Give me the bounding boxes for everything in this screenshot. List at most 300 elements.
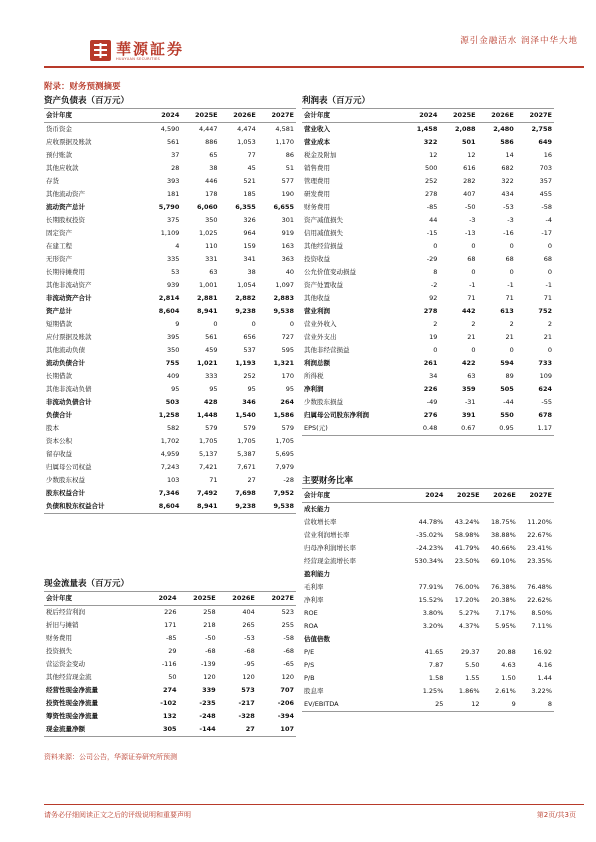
header-year: 2025E (179, 592, 218, 606)
row-value: 5,790 (158, 203, 180, 211)
row-value: 0 (251, 320, 256, 328)
row-value: 261 (423, 359, 438, 367)
row-value: 505 (500, 385, 514, 393)
row-value: 649 (538, 138, 552, 146)
row-value: 2,088 (455, 125, 476, 133)
row-value: 16.92 (533, 648, 552, 656)
row-value: 7,243 (160, 463, 180, 471)
row-value (404, 568, 445, 581)
row-value: -4 (545, 216, 552, 224)
row-value (518, 503, 554, 517)
row-value: 331 (205, 255, 218, 263)
row-value: 50 (168, 673, 177, 681)
row-value: 71 (505, 294, 514, 302)
row-value: 22.67% (527, 531, 552, 539)
table-row (44, 175, 296, 188)
row-value: 274 (163, 686, 177, 694)
row-value: 38 (209, 164, 218, 172)
table-row (302, 123, 554, 137)
table-row (44, 487, 296, 500)
row-label: 其他经营损益 (304, 242, 343, 250)
row-value: 523 (281, 608, 294, 616)
row-label: 营业利润 (304, 307, 330, 315)
row-value: 7,979 (275, 463, 294, 471)
row-value: 501 (461, 138, 476, 146)
row-value: -44 (503, 398, 514, 406)
row-label: 现金流量净额 (44, 723, 146, 737)
row-label: 营收增长率 (304, 518, 337, 526)
row-value: 23.35% (527, 557, 552, 565)
row-value: 40 (285, 268, 294, 276)
row-label: 毛利率 (304, 583, 324, 591)
row-value: -50 (205, 634, 216, 642)
row-value: 8 (433, 268, 438, 276)
row-value: -3 (507, 216, 514, 224)
row-value: 0 (471, 346, 476, 354)
row-value: 1,705 (198, 437, 218, 445)
row-value: 9,238 (235, 307, 256, 315)
row-value: 44 (429, 216, 438, 224)
row-value: 322 (501, 177, 514, 185)
row-label: 税金及附加 (304, 151, 337, 159)
row-value: -102 (160, 699, 177, 707)
row-value: 258 (203, 608, 216, 616)
row-value: 442 (461, 307, 476, 315)
row-value: -29 (426, 255, 438, 263)
row-label: 盈利能力 (304, 570, 330, 578)
row-value: -235 (199, 699, 216, 707)
row-value: 15.52% (418, 596, 444, 604)
table-row (302, 253, 554, 266)
row-value: -24.23% (416, 544, 444, 552)
row-label: 流动资产总计 (46, 203, 85, 211)
row-value (482, 633, 518, 646)
row-value: 77.91% (418, 583, 444, 591)
row-label: 投资性现金净流量 (46, 699, 98, 707)
table-header-row (302, 109, 554, 123)
row-value: 0 (509, 242, 514, 250)
row-label: P/E (304, 648, 315, 656)
row-value: 2,883 (273, 294, 294, 302)
table-row (302, 292, 554, 305)
row-value: 326 (243, 216, 256, 224)
row-value: 120 (203, 673, 216, 681)
row-value: 7,421 (198, 463, 218, 471)
row-value: 5,387 (237, 450, 256, 458)
table-row (302, 516, 554, 529)
row-label: 投资损失 (46, 647, 72, 655)
row-label: 长期借款 (46, 372, 72, 380)
row-value: 0 (547, 242, 552, 250)
header-label: 会计年度 (302, 109, 404, 123)
row-value: 6,355 (235, 203, 256, 211)
row-value: 0 (289, 320, 294, 328)
row-value: 346 (242, 398, 256, 406)
row-label: 其他经营现金流 (46, 673, 92, 681)
row-label: 少数股东损益 (304, 398, 343, 406)
table-header-row (302, 489, 554, 503)
table-row (302, 607, 554, 620)
row-label: ROE (304, 609, 318, 617)
row-value: -58 (541, 203, 552, 211)
row-value: 107 (257, 723, 296, 737)
row-label: 其他收益 (304, 294, 330, 302)
row-label: 负债合计 (46, 411, 72, 419)
row-label: 留存收益 (46, 450, 72, 458)
row-label: 其他非流动资产 (46, 281, 92, 289)
row-value: 9,538 (273, 307, 294, 315)
row-value: 71 (467, 294, 476, 302)
row-label: 营业外支出 (304, 333, 337, 341)
table-row (302, 266, 554, 279)
row-value: 1,705 (237, 437, 256, 445)
row-value: 21 (543, 333, 552, 341)
row-value: 41.79% (454, 544, 480, 552)
row-label: 股本 (46, 424, 59, 432)
row-value: 0 (509, 268, 514, 276)
row-value: 53 (171, 268, 180, 276)
row-value: 16 (543, 151, 552, 159)
row-value: 77 (247, 151, 256, 159)
table-row (302, 344, 554, 357)
row-value: 395 (166, 333, 180, 341)
row-value: -2 (430, 281, 438, 289)
row-value: 95 (209, 385, 218, 393)
row-value: 255 (281, 621, 294, 629)
header-year: 2024 (146, 109, 181, 123)
row-value: 0.67 (439, 422, 477, 436)
row-value: 573 (241, 686, 255, 694)
row-value: 23.50% (454, 557, 480, 565)
row-value: 5,695 (275, 450, 294, 458)
table-row (44, 370, 296, 383)
table-row (302, 383, 554, 396)
row-value: 1.44 (537, 674, 552, 682)
row-value: 357 (539, 177, 552, 185)
row-value: 7.11% (531, 622, 552, 630)
row-value: 682 (501, 164, 514, 172)
row-value: 624 (538, 385, 552, 393)
table-row (44, 279, 296, 292)
table-row (44, 632, 296, 645)
row-value: 1,702 (160, 437, 180, 445)
table-row (44, 710, 296, 723)
row-value (518, 568, 554, 581)
row-value: 359 (461, 385, 476, 393)
table-header-row (44, 592, 296, 606)
row-value: -68 (283, 647, 294, 655)
row-value: -1 (507, 281, 514, 289)
row-value: 455 (539, 190, 552, 198)
row-value: 4.16 (537, 661, 552, 669)
row-value (404, 633, 445, 646)
row-label: 净利润 (304, 385, 324, 393)
row-value: 110 (205, 242, 218, 250)
row-value: 703 (539, 164, 552, 172)
cashflow-title: 现金流量表（百万元） (44, 579, 130, 589)
table-row (302, 149, 554, 162)
row-value: 0 (213, 320, 218, 328)
table-row (44, 331, 296, 344)
row-value: -55 (541, 398, 552, 406)
row-label: ROA (304, 622, 318, 630)
table-row (44, 474, 296, 487)
row-value: 1,540 (235, 411, 256, 419)
row-value: 5.27% (458, 609, 480, 617)
row-value: 1.58 (428, 674, 444, 682)
row-value: 63 (209, 268, 218, 276)
row-label: EV/EBITDA (302, 698, 404, 712)
row-value: 9 (175, 320, 180, 328)
row-value: 63 (467, 372, 476, 380)
header-divider (44, 66, 584, 68)
row-value: 4,447 (198, 125, 218, 133)
row-value: 459 (205, 346, 218, 354)
row-label: 营业利润增长率 (304, 531, 350, 539)
row-value: 37 (171, 151, 180, 159)
table-row (302, 175, 554, 188)
table-row (44, 461, 296, 474)
table-header-row (44, 109, 296, 123)
row-value: 132 (163, 712, 177, 720)
row-value (482, 568, 518, 581)
row-value: 252 (243, 372, 256, 380)
row-value: 76.00% (454, 583, 480, 591)
row-value: 0.48 (404, 422, 439, 436)
row-label: 资产减值损失 (304, 216, 343, 224)
row-value: 1,025 (198, 229, 218, 237)
row-value: 23.41% (527, 544, 552, 552)
row-value: -68 (205, 647, 216, 655)
row-value: -49 (426, 398, 438, 406)
row-label: 货币资金 (46, 125, 72, 133)
row-label: 折旧与摊销 (46, 621, 79, 629)
row-value: 181 (166, 190, 180, 198)
row-value: 350 (205, 216, 218, 224)
table-row (302, 318, 554, 331)
header-year: 2026E (478, 109, 516, 123)
row-label: 税后经营利润 (46, 608, 85, 616)
row-value: 185 (243, 190, 256, 198)
row-label: 在建工程 (46, 242, 72, 250)
table-row (44, 697, 296, 710)
row-value: 1,321 (273, 359, 294, 367)
table-row (44, 435, 296, 448)
row-label: 无形资产 (46, 255, 72, 263)
row-label: 营运资金变动 (46, 660, 85, 668)
table-row (302, 672, 554, 685)
row-value: 21 (467, 333, 476, 341)
row-label: 所得税 (304, 372, 324, 380)
row-value: 170 (281, 372, 294, 380)
row-label: 少数股东权益 (46, 476, 85, 484)
row-value: 28 (171, 164, 180, 172)
row-value: 0 (509, 346, 514, 354)
row-value: 1,705 (275, 437, 294, 445)
row-value: 20.88 (497, 648, 516, 656)
row-value: -13 (464, 229, 476, 237)
row-value: 301 (281, 216, 294, 224)
row-value: 0 (547, 268, 552, 276)
row-label: 股东权益合计 (46, 489, 85, 497)
table-row (44, 684, 296, 697)
header-year: 2025E (181, 109, 219, 123)
table-row (302, 529, 554, 542)
row-label: 财务费用 (46, 634, 72, 642)
ratios-table (302, 488, 554, 712)
row-value: 40.66% (490, 544, 516, 552)
row-value: 4,959 (160, 450, 180, 458)
row-value: 3.22% (531, 687, 552, 695)
cashflow-table (44, 591, 296, 737)
row-value: 500 (424, 164, 438, 172)
row-value: 278 (423, 307, 438, 315)
row-value: 2 (509, 320, 514, 328)
row-value: 6,060 (197, 203, 218, 211)
row-value: 2,758 (531, 125, 552, 133)
row-label: 估值倍数 (304, 635, 330, 643)
row-value: 422 (461, 359, 476, 367)
table-row (44, 136, 296, 149)
row-value: 58.98% (454, 531, 480, 539)
row-value: -1 (545, 281, 552, 289)
row-value: 1.50 (501, 674, 516, 682)
row-value: 561 (166, 138, 180, 146)
row-value: 8,604 (146, 500, 181, 514)
row-value: -15 (426, 229, 438, 237)
row-value: -328 (238, 712, 255, 720)
row-value: 9,238 (220, 500, 258, 514)
table-row (44, 227, 296, 240)
row-value: 278 (424, 190, 438, 198)
row-value: 264 (280, 398, 294, 406)
row-value: 375 (166, 216, 180, 224)
row-value: 76.48% (527, 583, 552, 591)
row-value: 707 (280, 686, 294, 694)
row-label: 管理费用 (304, 177, 330, 185)
income-statement-table (302, 108, 554, 436)
row-value: 579 (243, 424, 256, 432)
row-value: 733 (538, 359, 552, 367)
table-row (302, 659, 554, 672)
row-value: 4.63 (501, 661, 516, 669)
row-value: 391 (461, 411, 476, 419)
row-value: 265 (242, 621, 255, 629)
row-value: 7.87 (428, 661, 444, 669)
row-value: 7,698 (235, 489, 256, 497)
row-value: 335 (166, 255, 180, 263)
row-value: 38 (247, 268, 256, 276)
row-label: 负债和股东权益合计 (44, 500, 146, 514)
row-value: 20.38% (490, 596, 516, 604)
row-value: -217 (238, 699, 255, 707)
row-value: 521 (243, 177, 256, 185)
row-value: 276 (423, 411, 438, 419)
row-value: -394 (277, 712, 294, 720)
header-year: 2027E (258, 109, 296, 123)
table-row (302, 568, 554, 581)
row-value: 21 (505, 333, 514, 341)
row-value: 1,586 (273, 411, 294, 419)
balance-sheet-table (44, 108, 296, 514)
row-value: 1,021 (197, 359, 218, 367)
row-value: 109 (539, 372, 552, 380)
row-label: 净利率 (304, 596, 324, 604)
page-number: 第2页/共3页 (536, 811, 576, 819)
table-row (302, 555, 554, 568)
row-label: 非流动负债合计 (46, 398, 92, 406)
row-value: 68 (467, 255, 476, 263)
row-value: 252 (424, 177, 438, 185)
table-row (302, 396, 554, 409)
row-label: 筹资性现金净流量 (46, 712, 98, 720)
appendix-title: 附录：财务预测摘要 (44, 82, 121, 92)
row-value: 363 (281, 255, 294, 263)
row-value: 120 (281, 673, 294, 681)
row-value: 2.61% (495, 687, 516, 695)
row-value: 68 (505, 255, 514, 263)
row-value: 582 (166, 424, 180, 432)
table-row (44, 266, 296, 279)
row-value: -85 (165, 634, 177, 642)
row-value: 613 (500, 307, 514, 315)
row-value: 1,458 (416, 125, 438, 133)
row-value: 0 (547, 346, 552, 354)
row-value: 577 (281, 177, 294, 185)
row-value: 1,054 (237, 281, 256, 289)
row-value: 226 (423, 385, 438, 393)
row-value: 1,109 (160, 229, 180, 237)
row-value: 530.34% (414, 557, 444, 565)
row-value: 95 (171, 385, 180, 393)
row-label: 应收票据及账款 (46, 138, 92, 146)
row-value: -58 (283, 634, 294, 642)
row-value (445, 503, 481, 517)
table-row (302, 633, 554, 646)
row-value: 1.55 (465, 674, 480, 682)
row-label: 营业外收入 (304, 320, 337, 328)
row-label: 营业成本 (304, 138, 330, 146)
header-year: 2026E (482, 489, 518, 503)
row-value: 218 (203, 621, 216, 629)
table-row (44, 318, 296, 331)
row-value: 8,941 (197, 307, 218, 315)
row-value: -1 (469, 281, 476, 289)
row-value: 678 (538, 411, 552, 419)
table-row (302, 698, 554, 712)
table-row (302, 422, 554, 436)
row-value: 8.50% (531, 609, 552, 617)
row-value: 9 (482, 698, 518, 712)
row-value: 0 (471, 268, 476, 276)
header-year: 2025E (439, 109, 477, 123)
table-row (302, 409, 554, 422)
source-note: 资料来源：公司公告，华源证券研究所预测 (44, 753, 177, 761)
row-value: 2 (433, 320, 438, 328)
header-tagline: 源引金融活水 润泽中华大地 (460, 36, 578, 46)
row-value: 18.75% (490, 518, 516, 526)
row-value: 550 (500, 411, 514, 419)
row-label: 其他非流动负债 (46, 385, 92, 393)
table-row (302, 214, 554, 227)
income-statement-title: 利润表（百万元） (302, 96, 371, 106)
row-value: -248 (199, 712, 216, 720)
row-value: 6,655 (273, 203, 294, 211)
row-value: 44.78% (418, 518, 444, 526)
table-row (44, 149, 296, 162)
row-label: 其他流动资产 (46, 190, 85, 198)
table-row (44, 253, 296, 266)
